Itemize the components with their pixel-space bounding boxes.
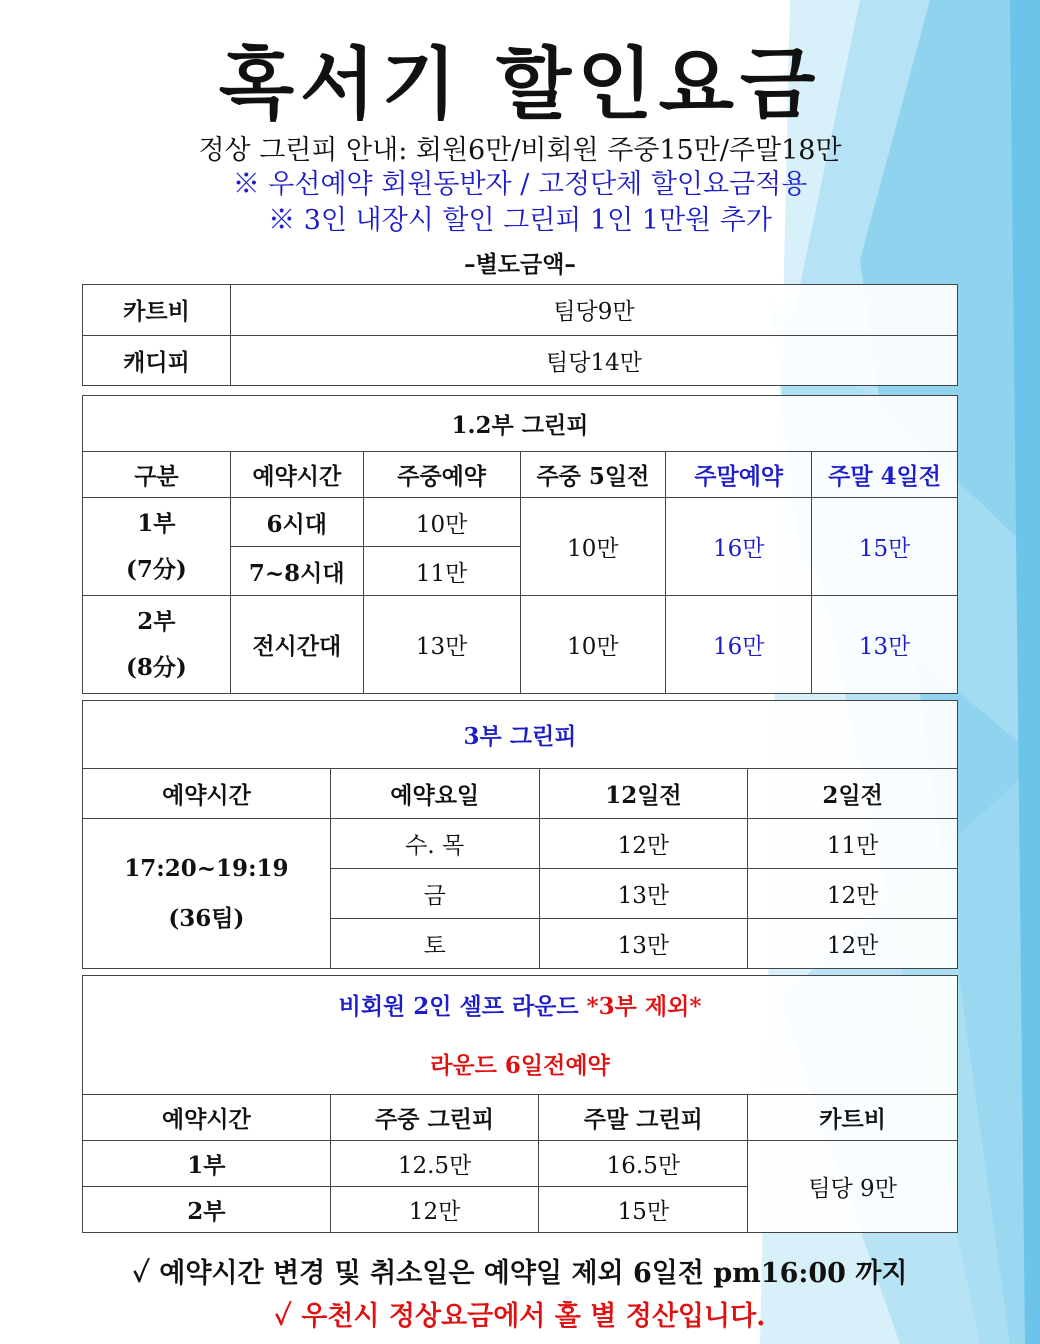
cart-fee-label: 카트비 [83,285,231,336]
part-label: 2부 [83,1187,331,1233]
weekday-fee: 11만 [363,547,520,596]
table-row [83,498,958,547]
part12-title: 1.2부 그린피 [83,396,958,452]
part3-teams: (36팀) [168,904,245,932]
extra-fees-table [82,284,958,386]
self-round-subtitle: 라운드 6일전예약 [430,1052,610,1079]
table-row [83,596,958,694]
weekend-greenfee: 15만 [539,1187,748,1233]
part2-interval: (8分) [126,653,187,681]
weekday-fee: 10만 [363,498,520,547]
fee-2days: 12만 [748,919,958,969]
weekday-label: 토 [330,919,539,969]
rain-policy: ✓ 우천시 정상요금에서 홀 별 정산입니다. [274,1301,766,1332]
weekend-greenfee: 16.5만 [539,1141,748,1187]
table-row [83,1141,958,1187]
part3-title: 3부 그린피 [83,701,958,769]
col-header: 12일전 [539,769,748,819]
table-row [83,819,958,869]
self-round-exclusion: *3부 제외* [586,993,702,1020]
table-header-row [83,452,958,498]
fee-2days: 12만 [748,869,958,919]
part-label: 1부 [83,1141,331,1187]
fee-12days: 13만 [539,869,748,919]
table-row [83,335,958,386]
table-header-row [83,1095,958,1141]
time-slot: 전시간대 [230,596,363,694]
extra-fees-heading: –별도금액– [464,251,576,278]
table-row [83,285,958,336]
col-header: 주말 4일전 [812,452,958,498]
part3-time-cell [83,819,331,969]
col-header: 주중 그린피 [330,1095,539,1141]
three-player-notice: ※ 3인 내장시 할인 그린피 1인 1만원 추가 [268,205,772,236]
part1-cell [83,498,231,596]
weekday-fee: 13만 [363,596,520,694]
cart-fee-value: 팀당9만 [231,285,958,336]
part1-name: 1부 [137,509,176,537]
col-header: 예약시간 [83,769,331,819]
weekday-greenfee: 12만 [330,1187,539,1233]
caddie-fee-label: 캐디피 [83,335,231,386]
weekend-4days-fee: 13만 [812,596,958,694]
col-header: 주말예약 [666,452,812,498]
time-slot: 7~8시대 [230,547,363,596]
col-header: 예약시간 [83,1095,331,1141]
col-header: 2일전 [748,769,958,819]
fee-12days: 13만 [539,919,748,969]
part1-interval: (7分) [126,555,187,583]
col-header: 구분 [83,452,231,498]
part3-greenfee-table [82,700,958,969]
weekday-greenfee: 12.5만 [330,1141,539,1187]
time-slot: 6시대 [230,498,363,547]
self-round-title: 비회원 2인 셀프 라운드 [338,993,579,1020]
col-header: 주중 5일전 [520,452,666,498]
col-header: 예약요일 [330,769,539,819]
part2-name: 2부 [137,607,176,635]
weekend-fee: 16만 [666,596,812,694]
table-header-row [83,769,958,819]
col-header: 예약시간 [230,452,363,498]
page-title: 혹서기 할인요금 [218,39,822,130]
priority-booking-notice: ※ 우선예약 회원동반자 / 고정단체 할인요금적용 [232,169,808,200]
weekend-4days-fee: 15만 [812,498,958,596]
regular-fee-notice: 정상 그린피 안내: 회원6만/비회원 주중15만/주말18만 [198,135,842,166]
self-round-title-cell [83,976,958,1095]
table-row [83,396,958,452]
self-cart-fee: 팀당 9만 [748,1141,958,1233]
weekday-5days-fee: 10만 [520,596,666,694]
caddie-fee-value: 팀당14만 [231,335,958,386]
fee-2days: 11만 [748,819,958,869]
table-row [83,701,958,769]
part3-time: 17:20~19:19 [124,854,289,882]
cancellation-policy: ✓ 예약시간 변경 및 취소일은 예약일 제외 6일전 pm16:00 까지 [132,1258,908,1289]
weekend-fee: 16만 [666,498,812,596]
part2-cell [83,596,231,694]
table-row [83,976,958,1095]
part12-greenfee-table [82,395,958,694]
weekday-label: 수. 목 [330,819,539,869]
col-header: 주말 그린피 [539,1095,748,1141]
col-header: 주중예약 [363,452,520,498]
weekday-5days-fee: 10만 [520,498,666,596]
weekday-label: 금 [330,869,539,919]
col-header: 카트비 [748,1095,958,1141]
self-round-table [82,975,958,1233]
fee-12days: 12만 [539,819,748,869]
